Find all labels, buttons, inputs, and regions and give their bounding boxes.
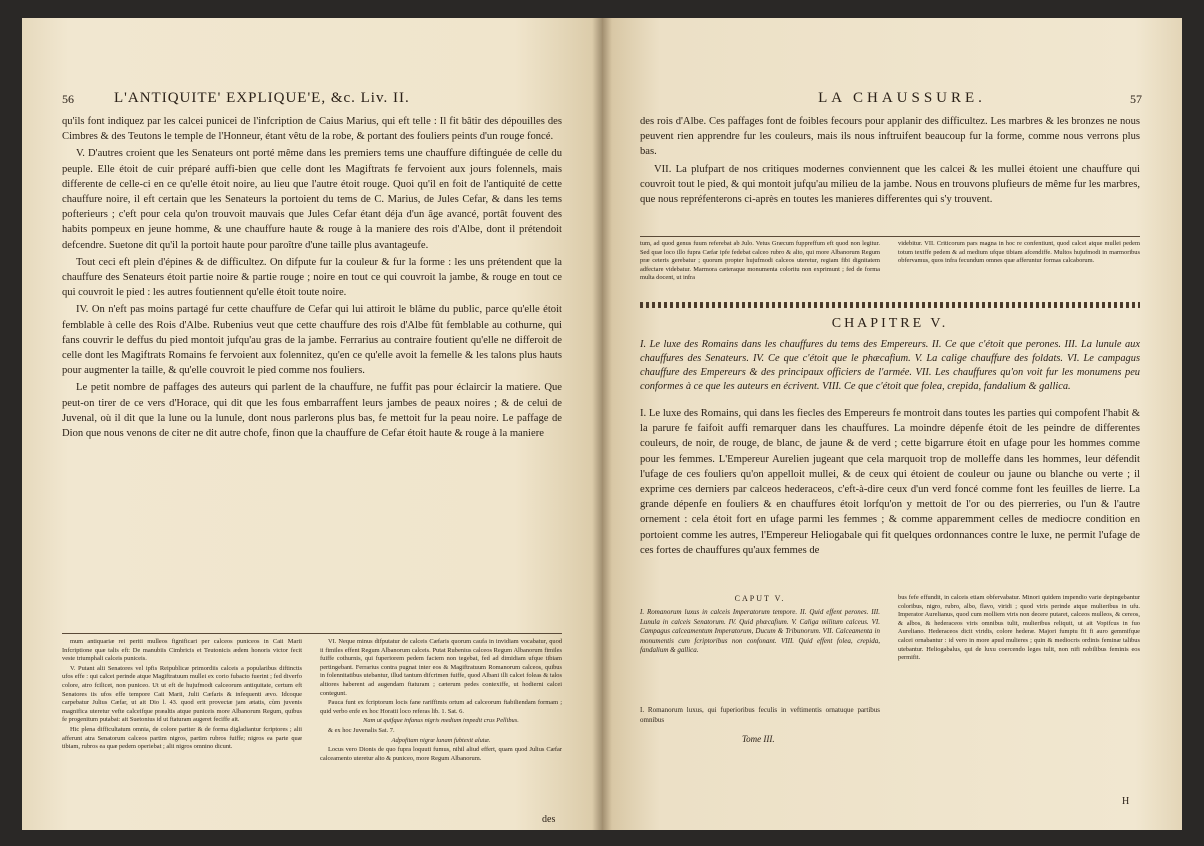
footer-tome: Tome III. xyxy=(742,734,775,744)
chapter-text-body: I. Le luxe des Romains, qui dans les fiecles des Empereurs fe montroit dans toutes les parties qui compofent l'habit & la parure fe faifoit auffi remarquer dans les chauffures. La moindre dépenfe étoit de les peindre de differentes couleurs, de noir, de rouge, de blanc, de jaune & de verd ; cette bigarrure étoit en ufage pour les hommes comme pour les femmes. L'Empereur Aurelien jugeant que cela marquoit trop de molleffe dans les hommes, leur défendit l'ufage de ces fouliers qu'on appelloit mullei, & de ceux qui étoient de couleur ou jaune ou blanche ou verte ; il exprime ces derniers par calceos hederaceos, c'eft-à-dire ceux d'un verd foncé comme font les feuilles de lierre. La grande dépenfe en fouliers & en chauffures étoit lorfqu'on y mettoit de l'or ou des pierreries, ou l'un & l'autre ornement : cela étoit fort en ufage parmi les femmes ; & comme apparemment celles de mediocre condition en portoient comme les autres, l'Empereur Heliogabale qui fit quelques ordonnances contre le luxe, ne permit l'ufage de ces fortes de chauffures qu'aux femmes de xyxy=(640,408,1140,556)
ornament-band xyxy=(640,302,1140,308)
right-top-notes-2: videbitur. VII. Criticorum pars magna in hoc re confentiunt, quod calcei atque mullei pedem totum texiffe pedem & ad medium ufque tibiam afcendiffe. Multos hujufmodi in marmoribus obfervamus, quos infra fecundum omnes quæ afferuntur formas calcaborum. xyxy=(898,240,1140,265)
note-verse: Adpofitam nigræ lunam fubtexit alutæ. xyxy=(391,736,491,744)
chapter-title: CHAPITRE V. xyxy=(831,316,949,331)
left-page-number: 56 xyxy=(62,92,74,106)
top-notes-rule xyxy=(640,236,1140,237)
right-page xyxy=(602,18,1182,830)
note-verse: Nam ut quifque infanus nigris medium impedit crus Pellibus. xyxy=(363,717,519,725)
note-paragraph: Pauca funt ex fcriptorum locis fane rariffimis ortum ad calceorum ftabiliendam formam ; quid verbo enfe ex hoc Horatii loco referas lib. 1. Sat. 6. xyxy=(320,699,562,715)
paragraph: IV. On n'eft pas moins partagé fur cette chauffure de Cefar qui lui attiroit le blâme du public, parce qu'elle étoit femblable à celle des Rois d'Albe. Rubenius veut que cette chauffure des rois d'Albe fût femblable au cothurne, qui fans couvrir le deffus du pied montoit jufqu'au gras de la jambe. Ferrarius au contraire foutient qu'elle ne differoit de celle dont les Magiftrats Romains fe fervoient aux folennitez, qu'en ce qu'elle avoit la femelle & les talons plus hauts pour augmenter la taille, & qu'elle couvroit le pied comme nos fouliers. xyxy=(62,304,562,377)
chapter-text xyxy=(640,406,1140,586)
paragraph: VII. La plufpart de nos critiques modernes conviennent que les calcei & les mullei étoient une chauffure qui couvroit tout le pied, & qui montoit jufqu'au milieu de la jambe. Nous en trouvons plufieurs de même fur les marbres, que nous repréfenterons ci-après en toutes les manieres differentes qui s'y trouvent. xyxy=(640,163,1140,206)
catchword: des xyxy=(542,814,556,825)
caput-text-left: I. Romanorum luxus, qui fuperioribus feculis in veftimentis ornatuque partibus omnibus xyxy=(640,706,880,724)
left-running-head: L'ANTIQUITE' EXPLIQUE'E, &c. Liv. II. xyxy=(114,90,410,106)
left-page xyxy=(22,18,602,830)
book-gutter xyxy=(592,18,612,830)
right-page-number: 57 xyxy=(1130,92,1142,106)
caput-text-right: bus fefe effundit, in calceis etiam obfervabatur. Minori quidem impendio varie depingebantur coloribus, nigro, rubro, albo, flavo, viridi ; quod viris perinde atque mulieribus in ufu. Imperator Aurelianus, quod cum molliem viris non decere putaret, calceos mulleos, & cereos, & albos, & hederaceos viris omnibus tulit, mulieribus reliquit, ut ait Vopifcus in fuo Aureliano. Hederaceos dicit viridis, colore hederæ. Majori fumptu fit fi auro gemmifque calcei ornabantur : id vero in more apud mulieres ; quin & mediocris ordinis feminæ talibus utebantur. Heliogabalus, qui de luxu coercendo leges tulit, non nifi nobilibus feminis eos permifit. xyxy=(898,594,1140,662)
note-paragraph: V. Putant alii Senatores vel ipfis Reipublicæ primordiis calceis a popularibus diftinctis ufos effe : qui calcei perinde atque Magiftratuum mullei ex corio fubacto fuerint ; fed diverfo colore, atro fcilicet, non puniceo. Ut ut eft de hujufmodi calceorum antiquitate, certum eft Senatores iis ufos effe tempore Caii Marii, Julii Cæfaris & infequenti ævo. Idcoque carpebatur Julius Cæfar, ut ait Dio l. 43. quod erit provectæ jam ætatis, cùm juvenis magnifica uteretur vefte calceifque præaltis atque puniceis more Albanorum Regum, quibus fe progenitum putabat: ait Suetonius id ut ftaturam augeret feciffe ait. xyxy=(62,664,302,724)
signature-mark: H xyxy=(1122,796,1130,807)
footnote-rule xyxy=(62,633,562,634)
left-notes-column-1 xyxy=(62,638,302,824)
chapter-paragraph xyxy=(640,406,1140,558)
paragraph: des rois d'Albe. Ces paffages font de foibles fecours pour applanir des difficultez. Les marbres & les bronzes ne nous peuvent rien apprendre fur les couleurs, mais ils nous inftruifent beaucoup fur la forme, comme nous verrons plus bas. xyxy=(640,116,1140,158)
note-paragraph: & ex hoc Juvenalis Sat. 7. xyxy=(328,726,395,734)
right-main-text xyxy=(640,114,1140,209)
left-notes-column-2 xyxy=(320,638,562,814)
left-main-text xyxy=(62,114,562,443)
right-running-head: LA CHAUSSURE. xyxy=(818,90,986,106)
right-top-notes-1: tum, ad quod genus fuum referebat ab Julo. Vetus Græcum fuppreffum eft quod non legitur. Sed quæ loco illo fupra Cæfar ipfe fedebat calceo rubro & alto, qui more Albanorum Regum præ ceteris gerebatur ; quorum propter hujufmodi calceos uteretur, regiam fibi dignitatem adfectare videbatur. Marmora cæteraque monumenta coloritu non exprimunt ; fed de forma multa docent, ut infra xyxy=(640,240,880,282)
caput-title: CAPUT V. xyxy=(734,594,786,603)
note-paragraph: VI. Neque minus difputatur de calceis Cæfaris quorum caufa in invidiam vocabatur, quod ii fimiles effent Regum Albanorum calceis. Putat Rubenius calceos Regum Albanorum fimiles fuiffe cothurnis, qui fuperiorem pedem faciem non tegebat, fed ad dimidiam ufque tibiam pertingebant. Ferrarius contra pugnat inter eos & Magiftratuum Romanorum calceos, quibus in folennitatibus utebantur, illud tantum difcrimen fuiffe, quod Albani illi calcei foleas & talos altiores haberent ad augendam ftaturam ; cæterum pedes contexiffe, ut hodierni calcei contegunt. xyxy=(320,638,562,697)
paragraph: Le petit nombre de paffages des auteurs qui parlent de la chauffure, ne fuffit pas pour éclaircir la matiere. Que peut-on tirer de ce vers d'Horace, qui dit que les fous embarraffent leurs jambes de peaux noires ; & de celui de Juvenal, où il dit que la lune ou la lunule, dont nous parlerons plus bas, fe mettoit fur la peau noire. Le paffage de Dion que nous venons de citer ne dit autre chofe, finon que la chauffure de Cefar étoit haute & rouge à la maniere xyxy=(62,382,562,440)
chapter-summary: I. Le luxe des Romains dans les chauffures du tems des Empereurs. II. Ce que c'étoit que perones. III. La lunule aux chauffures des Senateurs. IV. Ce que c'étoit que le phæcafium. V. La calige chauffure des foldats. VI. Le campagus chauffure des Empereurs & des principaux officiers de l'armée. VII. Les chauffures qu'on voit fur les monumens peu conformes à ce que les auteurs en écrivent. VIII. Ce que c'étoit que folea, crepida, fandalium & gallica. xyxy=(640,339,1140,392)
paragraph: Tout ceci eft plein d'épines & de difficultez. On difpute fur la couleur & fur la forme : les uns prétendent que la chauffure des Senateurs étoit partie noire & partie rouge ; noire en tout ce qui couvroit la jambe, & rouge en tout ce qui couvroit le pied : les autres foutiennent qu'elle étoit toute noire. xyxy=(62,256,562,299)
paragraph: V. D'autres croient que les Senateurs ont porté même dans les premiers tems une chauffure diftinguée de celle du peuple. Elle étoit de cuir préparé auffi-bien que celle dont les Magiftrats fe fervoient aux jours folennels, mais differente de celle-ci en ce qu'elle étoit noire, au lieu que l'autre étoit rouge. Quoi qu'il en foit de l'antiquité de cette chauffure noire, il eft certain que les Senateurs la portoient du tems de C. Marius, de Jules Cefar, & dans les tems pofterieurs ; c'eft pour cela qu'on trouvoit mauvais que Jules Cefar étant déja d'un âge avancé, portât fouvent des habits pompeux en jeune homme, & une chauffure haute & rouge à la maniere des rois d'Albe, dont il prétendoit defcendre. Suetone dit qu'il la portoit haute pour paroître d'une taille plus avantageufe. xyxy=(62,148,562,251)
note-paragraph: Hic plena difficultatum omnia, de colore pariter & de forma digladiantur fcriptores ; alii afferunt atra Senatorum calceos partim nigros, partim rubros fuiffe; nigros ea parte quæ tibiam, rubros ea quæ pedem operiebat ; alii nigros omnino dicunt. xyxy=(62,725,302,751)
open-book xyxy=(22,18,1182,830)
caput-summary: I. Romanorum luxus in calceis Imperatorum tempore. II. Quid effent perones. III. Lunula in calceis Senatorum. IV. Quid phæcafium. V. Caliga militum calceus. VI. Campagus calceamentum Imperatorum, Ducum & Tribunorum. VII. Calceamenta in monumentis cum fcriptoribus non confonant. VIII. Quid effent folea, crepida, fandalium & gallica. xyxy=(640,608,880,655)
paragraph: qu'ils font indiquez par les calcei punicei de l'infcription de Caius Marius, qui eft telle : Il fit bâtir des dépouilles des Cimbres & des Teutons le temple de l'Honneur, étant vêtu de la robe, & portant des fouliers peints d'un rouge foncé. xyxy=(62,116,562,143)
note-paragraph: mum antiquariæ rei periti mulleos fignificari per calceos puniceos in Caii Marii Infcriptione quæ talis eft: De manubiis Cimbricis et Teutonicis ædem honoris victor fecit veste triumphali calceis puniceis. xyxy=(62,638,302,663)
note-paragraph: Locus vero Dionis de quo fupra loquuti fumus, nihil aliud effert, quam quod Julius Cæfar calceamento uteretur alto & puniceo, more Regum Albanorum. xyxy=(320,746,562,762)
